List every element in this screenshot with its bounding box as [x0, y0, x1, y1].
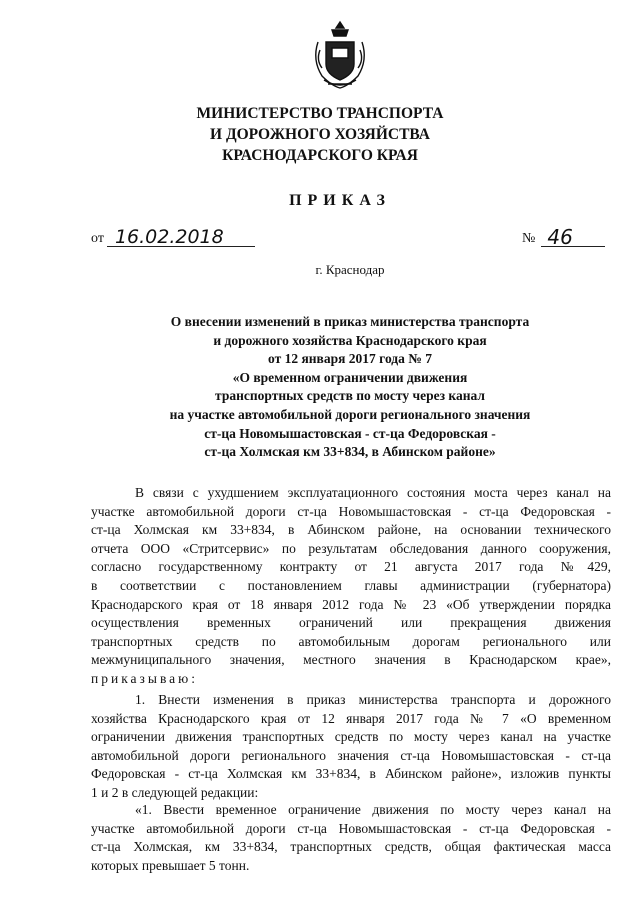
paragraph-preamble: [91, 484, 611, 689]
paragraph-line: в соответствии с постановлением главы администрации (губернатора): [91, 577, 611, 593]
paragraph-line: 1. Внести изменения в приказ министерства транспорта и дорожного: [135, 692, 611, 707]
ministry-line: МИНИСТЕРСТВО ТРАНСПОРТА: [196, 105, 444, 122]
number-prefix: №: [522, 231, 536, 246]
paragraph-line: Федоровская - ст-ца Холмская км 33+834, в Абинском районе», изложив пункты: [91, 766, 611, 782]
order-title: ПРИКАЗ: [289, 192, 391, 209]
city-label: г. Краснодар: [315, 262, 385, 277]
paragraph-item-1: [91, 691, 611, 803]
order-date-line: [91, 228, 255, 247]
subject-line: «О временном ограничении движения: [232, 369, 468, 385]
subject-line: О внесении изменений в приказ министерства транспорта: [170, 314, 530, 329]
paragraph-line: межмуниципального значения, местного значения в Краснодарском крае»,: [91, 652, 611, 668]
order-number-line: [522, 225, 605, 249]
ministry-line: И ДОРОЖНОГО ХОЗЯЙСТВА: [210, 126, 430, 143]
paragraph-item-1-text: [91, 801, 611, 875]
subject-line: ст-ца Новомышастовская - ст-ца Федоровская -: [204, 425, 496, 441]
paragraph-line: согласно государственному контракту от 21 августа 2017 года №429,: [91, 559, 611, 575]
paragraph-line: приказываю:: [91, 670, 198, 686]
paragraph-line: ст-ца Холмская, км 33+834, транспортных средств, общая фактическая масса: [91, 839, 611, 855]
paragraph-line: Краснодарского края от 18 января 2012 года № 23 «Об утверждении порядка: [91, 596, 611, 612]
subject-line: и дорожного хозяйства Краснодарского края: [213, 332, 487, 348]
paragraph-line: хозяйства Краснодарского края от 12 января 2017 года № 7 «О временном: [91, 710, 611, 726]
paragraph-line: ст-ца Холмская км 33+834, в Абинском районе, на основании технического: [91, 522, 611, 538]
paragraph-line: транспортных средств по автомобильным дорогам регионального или: [91, 633, 611, 649]
paragraph-line: которых превышает 5 тонн.: [91, 857, 250, 873]
subject-line: на участке автомобильной дороги регионального значения: [169, 406, 531, 422]
subject-line: от 12 января 2017 года № 7: [268, 351, 432, 367]
paragraph-line: «1. Ввести временное ограничение движения по мосту через канал на: [135, 802, 611, 817]
subject-line: транспортных средств по мосту через канал: [215, 388, 485, 404]
date-prefix: от: [91, 231, 104, 246]
paragraph-line: отчета ООО «Стритсервис» по результатам обследования данного сооружения,: [91, 540, 611, 556]
ministry-line: КРАСНОДАРСКОГО КРАЯ: [222, 147, 418, 164]
paragraph-line: участке автомобильной дороги ст-ца Новомышастовская - ст-ца Федоровская -: [91, 820, 611, 836]
paragraph-line: осуществления временных ограничений или прекращения движения: [91, 615, 611, 631]
paragraph-line: автомобильной дороги регионального значения ст-ца Новомышастовская - ст-ца: [91, 747, 611, 763]
paragraph-line: ограничении движения транспортных средств по мосту через канал на участке: [91, 729, 611, 745]
handwritten-number: 46: [541, 228, 605, 247]
order-subject: [130, 313, 570, 462]
ministry-name: [130, 103, 510, 166]
subject-line: ст-ца Холмская км 33+834, в Абинском районе»: [204, 444, 496, 460]
paragraph-line: В связи с ухудшением эксплуатационного состояния моста через канал на: [135, 485, 611, 500]
krasnodar-coat-of-arms-icon: [310, 20, 370, 92]
paragraph-line: участке автомобильной дороги ст-ца Новомышастовская - ст-ца Федоровская -: [91, 503, 611, 519]
handwritten-date: 16.02.2018: [107, 228, 255, 247]
paragraph-line: 1 и 2 в следующей редакции:: [91, 784, 259, 800]
